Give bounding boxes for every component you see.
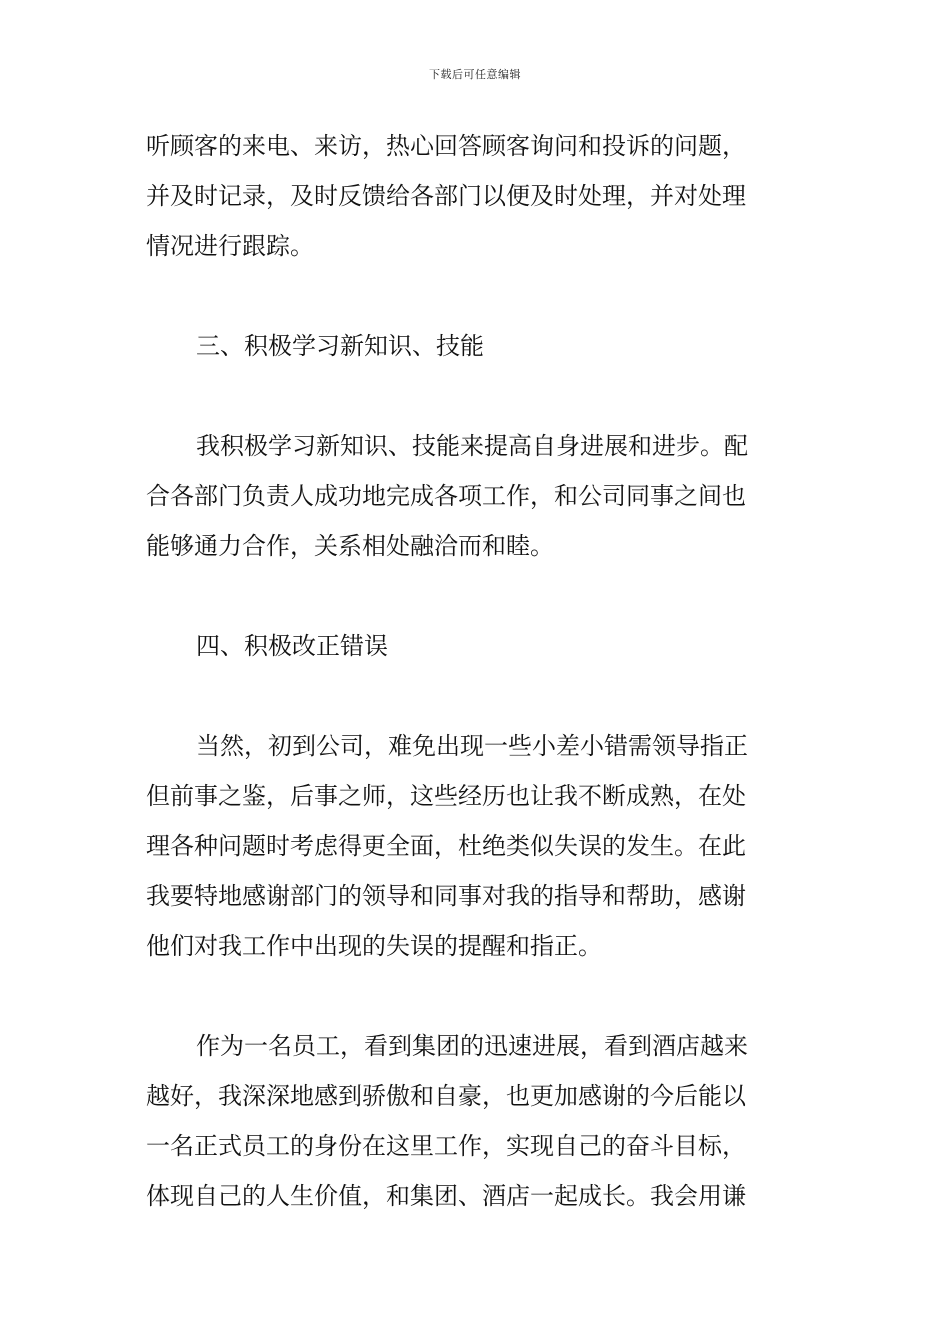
text-line: 情况进行跟踪。 <box>146 232 314 260</box>
text-line: 合各部门负责人成功地完成各项工作，和公司同事之间也 <box>146 482 746 510</box>
text-line: 我积极学习新知识、技能来提高自身进展和进步。配 <box>196 432 748 460</box>
text-line: 越好，我深深地感到骄傲和自豪，也更加感谢的今后能以 <box>146 1082 746 1110</box>
header-note: 下载后可任意编辑 <box>429 68 521 81</box>
text-line: 体现自己的人生价值，和集团、酒店一起成长。我会用谦 <box>146 1182 746 1210</box>
text-line: 并及时记录，及时反馈给各部门以便及时处理，并对处理 <box>146 182 746 210</box>
text-line: 但前事之鉴，后事之师，这些经历也让我不断成熟，在处 <box>146 782 746 810</box>
paragraph-customer-service <box>146 121 806 271</box>
document-body <box>146 121 806 1221</box>
paragraph-growth <box>146 1021 806 1221</box>
text-line: 能够通力合作，关系相处融洽而和睦。 <box>146 532 554 560</box>
text-line: 我要特地感谢部门的领导和同事对我的指导和帮助，感谢 <box>146 882 746 910</box>
text-line: 一名正式员工的身份在这里工作，实现自己的奋斗目标， <box>146 1132 746 1160</box>
text-line: 当然，初到公司，难免出现一些小差小错需领导指正 <box>196 732 748 760</box>
paragraph-learning <box>146 421 806 571</box>
section-heading-four: 四、积极改正错误 <box>196 632 388 660</box>
text-line: 听顾客的来电、来访，热心回答顾客询问和投诉的问题， <box>146 132 746 160</box>
text-line: 理各种问题时考虑得更全面，杜绝类似失误的发生。在此 <box>146 832 746 860</box>
text-line: 作为一名员工，看到集团的迅速进展，看到酒店越来 <box>196 1032 748 1060</box>
paragraph-correcting-errors <box>146 721 806 971</box>
text-line: 他们对我工作中出现的失误的提醒和指正。 <box>146 932 602 960</box>
section-heading-three: 三、积极学习新知识、技能 <box>196 332 484 360</box>
